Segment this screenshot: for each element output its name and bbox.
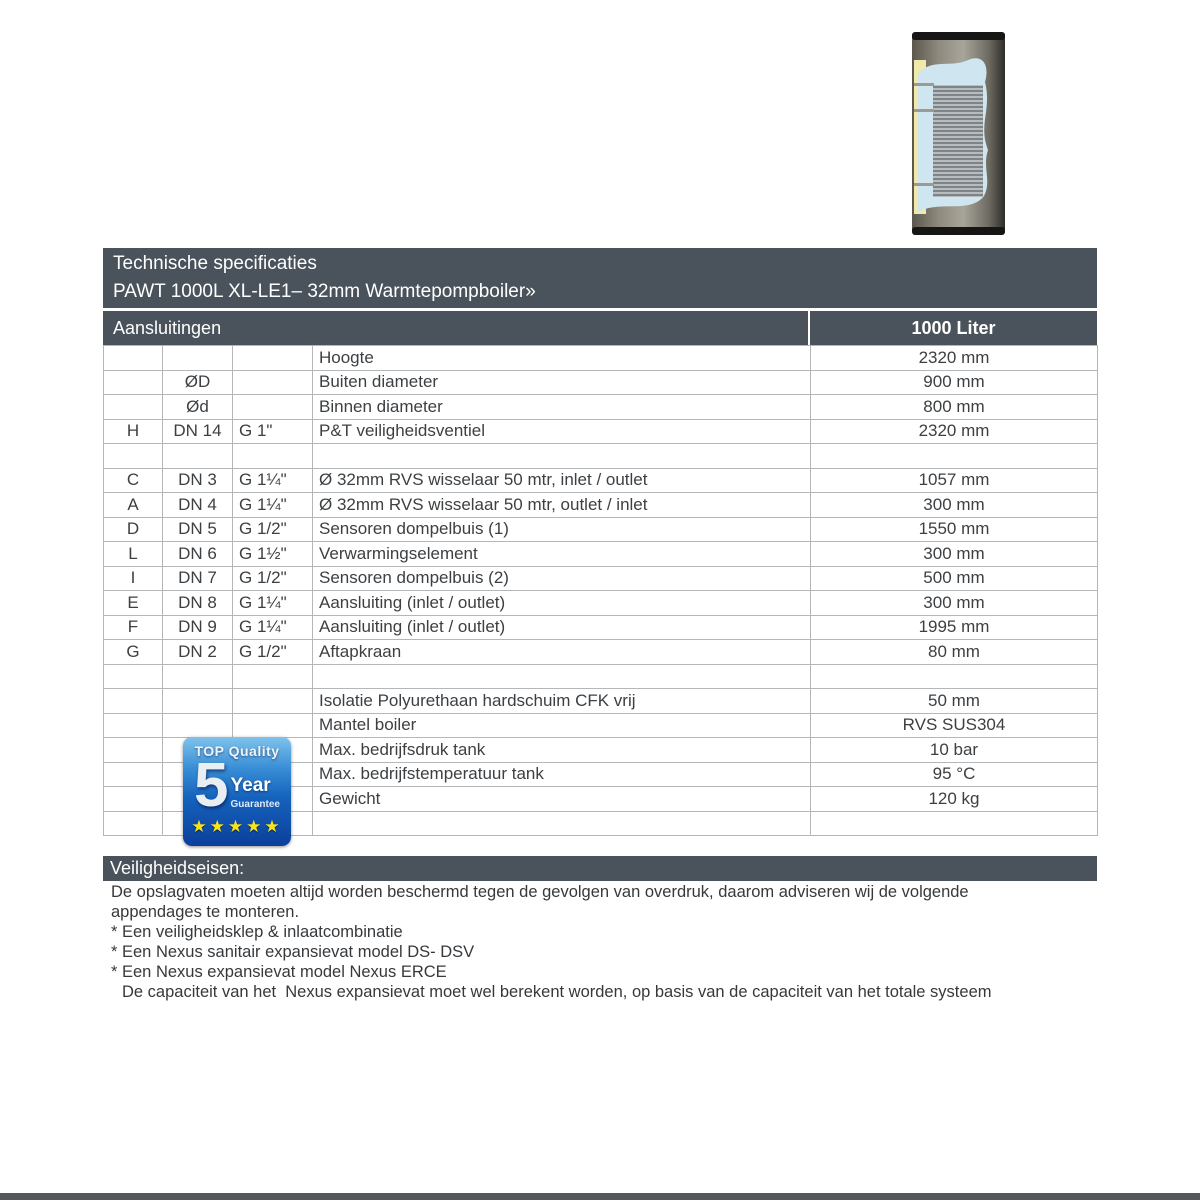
badge-number: 5: [194, 751, 229, 820]
cell-g: [233, 370, 313, 395]
page-title: Technische specificaties: [113, 253, 317, 274]
table-row: [104, 468, 1098, 493]
cell-dn: [163, 664, 233, 689]
safety-text-line: De opslagvaten moeten altijd worden beschermd tegen de gevolgen van overdruk, daarom adviseren wij de volgende: [111, 883, 969, 901]
cell-value: 300 mm: [811, 493, 1098, 518]
boiler-heat-exchanger-coil: [933, 85, 983, 197]
cell-g: [233, 346, 313, 371]
cell-letter: [104, 395, 163, 420]
cell-g: G 1¼": [233, 591, 313, 616]
cell-dn: [163, 689, 233, 714]
cell-desc: Max. bedrijfstemperatuur tank: [313, 762, 811, 787]
table-row: [104, 517, 1098, 542]
cell-desc: [313, 811, 811, 836]
capacity-header: 1000 Liter: [810, 311, 1097, 345]
badge-year-label: Year: [230, 775, 271, 796]
cell-letter: [104, 444, 163, 469]
cell-desc: Aftapkraan: [313, 640, 811, 665]
cell-value: RVS SUS304: [811, 713, 1098, 738]
table-row: [104, 713, 1098, 738]
safety-requirements-bar: Veiligheidseisen:: [103, 856, 1097, 881]
cell-g: G 1¼": [233, 493, 313, 518]
table-row: [104, 444, 1098, 469]
cell-dn: DN 2: [163, 640, 233, 665]
cell-g: G 1¼": [233, 468, 313, 493]
cell-value: 1995 mm: [811, 615, 1098, 640]
cell-desc: Ø 32mm RVS wisselaar 50 mtr, outlet / inlet: [313, 493, 811, 518]
cell-dn: DN 4: [163, 493, 233, 518]
cell-g: G 1¼": [233, 615, 313, 640]
cell-letter: H: [104, 419, 163, 444]
table-row: [104, 542, 1098, 567]
cell-g: [233, 444, 313, 469]
boiler-pipe-stub: [914, 109, 934, 112]
title-bar: [103, 248, 1097, 308]
cell-g: [233, 689, 313, 714]
cell-letter: L: [104, 542, 163, 567]
cell-desc: Aansluiting (inlet / outlet): [313, 615, 811, 640]
cell-dn: DN 5: [163, 517, 233, 542]
cell-desc: Binnen diameter: [313, 395, 811, 420]
cell-dn: [163, 346, 233, 371]
table-row: [104, 664, 1098, 689]
cell-desc: Max. bedrijfsdruk tank: [313, 738, 811, 763]
cell-value: 95 °C: [811, 762, 1098, 787]
cell-letter: [104, 811, 163, 836]
cell-g: G 1": [233, 419, 313, 444]
cell-letter: D: [104, 517, 163, 542]
cell-letter: I: [104, 566, 163, 591]
cell-g: G 1/2": [233, 566, 313, 591]
badge-stars-icon: ★★★★★: [191, 817, 283, 836]
cell-dn: DN 7: [163, 566, 233, 591]
cell-dn: DN 14: [163, 419, 233, 444]
cell-g: [233, 713, 313, 738]
cell-dn: [163, 713, 233, 738]
cell-desc: Gewicht: [313, 787, 811, 812]
cell-letter: [104, 713, 163, 738]
table-row: [104, 493, 1098, 518]
cell-letter: F: [104, 615, 163, 640]
safety-text-line: appendages te monteren.: [111, 903, 300, 921]
table-row: [104, 370, 1098, 395]
cell-desc: Hoogte: [313, 346, 811, 371]
cell-dn: DN 6: [163, 542, 233, 567]
cell-dn: DN 3: [163, 468, 233, 493]
safety-text-line: * Een Nexus sanitair expansievat model DS- DSV: [111, 943, 475, 961]
connections-header: Aansluitingen: [103, 311, 808, 345]
table-row: [104, 615, 1098, 640]
cell-letter: G: [104, 640, 163, 665]
table-header-row: [103, 311, 1097, 345]
cell-letter: [104, 787, 163, 812]
cell-letter: E: [104, 591, 163, 616]
cell-value: 120 kg: [811, 787, 1098, 812]
cell-value: 300 mm: [811, 542, 1098, 567]
cell-dn: DN 9: [163, 615, 233, 640]
cell-value: [811, 444, 1098, 469]
table-row: [104, 640, 1098, 665]
cell-desc: Sensoren dompelbuis (1): [313, 517, 811, 542]
cell-g: [233, 664, 313, 689]
cell-desc: P&T veiligheidsventiel: [313, 419, 811, 444]
cell-letter: [104, 689, 163, 714]
badge-top-label: TOP Quality: [194, 743, 280, 759]
cell-desc: Isolatie Polyurethaan hardschuim CFK vrij: [313, 689, 811, 714]
safety-text-line: * Een Nexus expansievat model Nexus ERCE: [111, 963, 447, 981]
cell-dn: Ød: [163, 395, 233, 420]
table-row: [104, 566, 1098, 591]
boiler-bottom-cap: [912, 227, 1005, 235]
cell-letter: C: [104, 468, 163, 493]
safety-text-line: * Een veiligheidsklep & inlaatcombinatie: [111, 923, 403, 941]
cell-value: 50 mm: [811, 689, 1098, 714]
cell-value: 80 mm: [811, 640, 1098, 665]
cell-desc: Ø 32mm RVS wisselaar 50 mtr, inlet / outlet: [313, 468, 811, 493]
product-model-title: PAWT 1000L XL-LE1– 32mm Warmtepompboiler»: [113, 281, 536, 302]
cell-g: G 1/2": [233, 640, 313, 665]
cell-value: 2320 mm: [811, 346, 1098, 371]
cell-dn: [163, 444, 233, 469]
cell-desc: Sensoren dompelbuis (2): [313, 566, 811, 591]
cell-value: 1057 mm: [811, 468, 1098, 493]
cell-value: 10 bar: [811, 738, 1098, 763]
cell-dn: DN 8: [163, 591, 233, 616]
cell-letter: [104, 664, 163, 689]
cell-g: G 1½": [233, 542, 313, 567]
cell-desc: [313, 664, 811, 689]
cell-desc: [313, 444, 811, 469]
table-row: [104, 689, 1098, 714]
cell-letter: [104, 370, 163, 395]
table-row: [104, 591, 1098, 616]
cell-desc: Verwarmingselement: [313, 542, 811, 567]
cell-dn: ØD: [163, 370, 233, 395]
cell-value: 300 mm: [811, 591, 1098, 616]
cell-letter: [104, 762, 163, 787]
cell-letter: [104, 346, 163, 371]
safety-requirements-text: [111, 882, 1101, 1002]
quality-badge: [183, 737, 291, 846]
boiler-cutaway-image: [912, 32, 1005, 235]
cell-desc: Mantel boiler: [313, 713, 811, 738]
cell-value: 2320 mm: [811, 419, 1098, 444]
boiler-pipe-stub: [914, 183, 934, 186]
cell-desc: Aansluiting (inlet / outlet): [313, 591, 811, 616]
cell-letter: A: [104, 493, 163, 518]
safety-text-line: De capaciteit van het Nexus expansievat moet wel berekent worden, op basis van de capaciteit van het totale systeem: [122, 983, 992, 1001]
cell-value: [811, 664, 1098, 689]
cell-value: 900 mm: [811, 370, 1098, 395]
cell-letter: [104, 738, 163, 763]
table-row: [104, 346, 1098, 371]
boiler-top-cap: [912, 32, 1005, 40]
table-row: [104, 419, 1098, 444]
badge-guarantee-label: Guarantee: [230, 799, 280, 810]
bottom-page-bar: [0, 1193, 1200, 1200]
cell-value: 500 mm: [811, 566, 1098, 591]
cell-value: 800 mm: [811, 395, 1098, 420]
cell-value: 1550 mm: [811, 517, 1098, 542]
cell-g: G 1/2": [233, 517, 313, 542]
cell-g: [233, 395, 313, 420]
cell-desc: Buiten diameter: [313, 370, 811, 395]
cell-value: [811, 811, 1098, 836]
table-row: [104, 395, 1098, 420]
boiler-pipe-stub: [914, 83, 934, 86]
